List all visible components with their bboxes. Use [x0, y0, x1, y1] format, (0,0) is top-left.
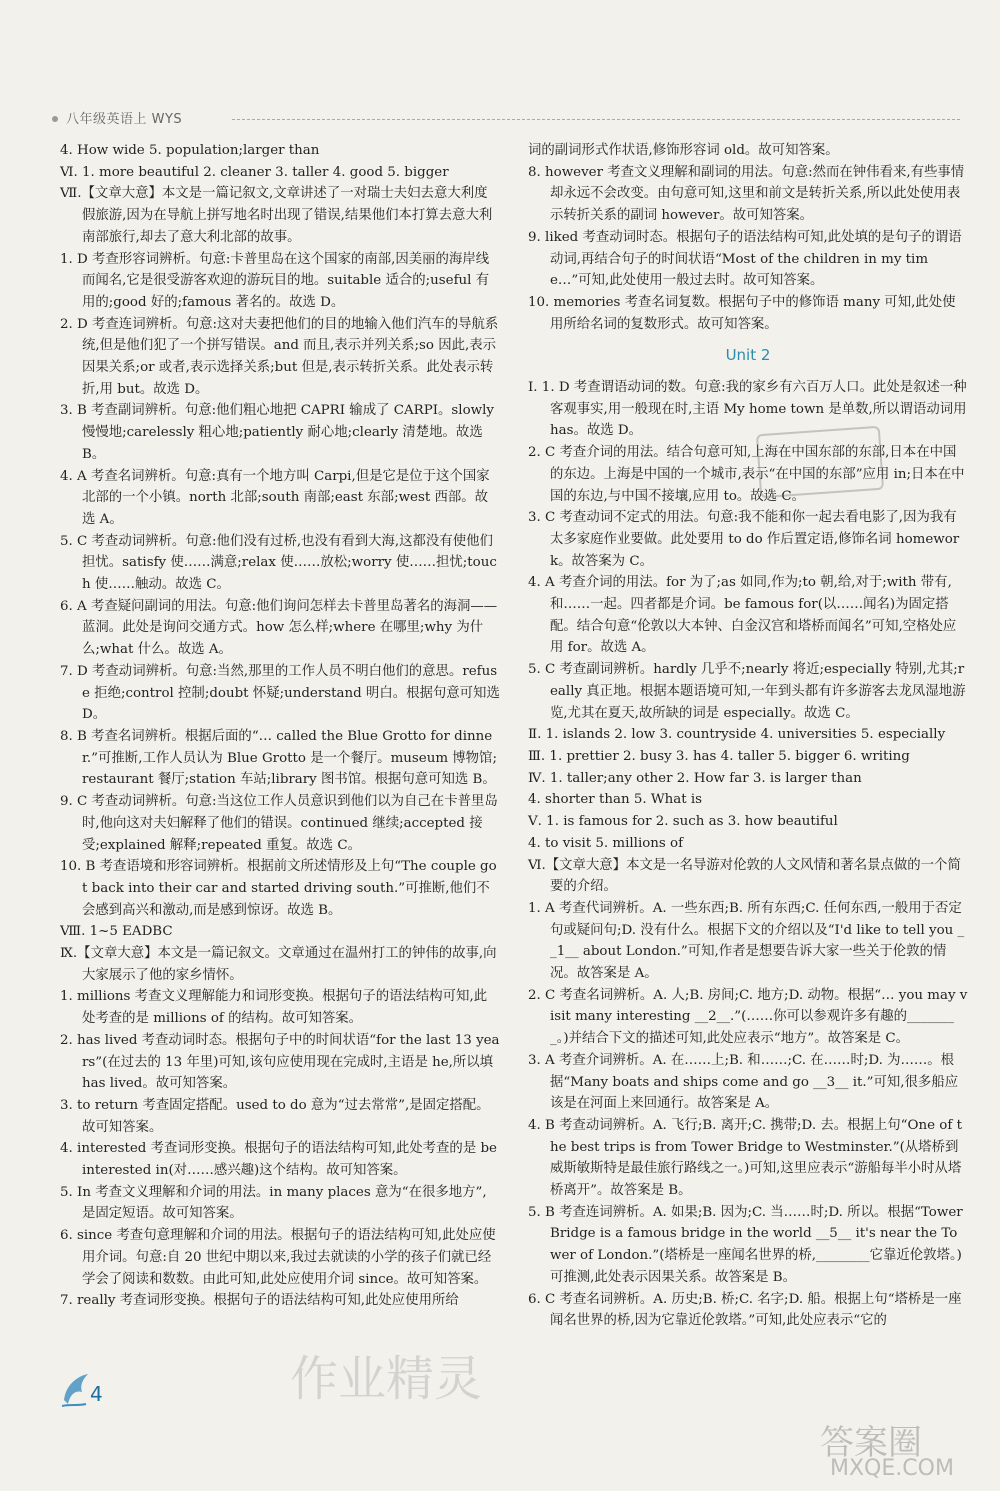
answer-paragraph: 5. C 考查副词辨析。hardly 几乎不;nearly 将近;especially 特别,尤其;really 真正地。根据本题语境可知,一年到头都有许多游客去龙凤湿地游览,尤其在夏天,故所缺的词是 especially。故选 C。 [528, 662, 966, 721]
answer-paragraph: 10. memories 考查名词复数。根据句子中的修饰语 many 可知,此处使用所给名词的复数形式。故可知答案。 [528, 294, 956, 332]
answer-paragraph: 2. C 考查名词辨析。A. 人;B. 房间;C. 地方;D. 动物。根据“… you may visit many interesting __2__.”(……你可以参观许多有趣的________。)并结合下文的描述可知,此处应表示“地方”。故答案是 C。 [528, 987, 968, 1047]
answer-paragraph: 4. How wide 5. population;larger than [60, 143, 320, 158]
answer-paragraph: 1. A 考查代词辨析。A. 一些东西;B. 所有东西;C. 任何东西,一般用于否定句或疑问句;D. 没有什么。根据下文的介绍以及“I'd like to tell you __1__ about London.”可知,作者是想要告诉大家一些关于伦敦的情况。故答案是 A。 [528, 900, 965, 982]
watermark-center: 作业精灵 [290, 1351, 483, 1407]
answer-paragraph: 4. A 考查名词辨析。句意:真有一个地方叫 Carpi,但是它是位于这个国家北部的一个小镇。north 北部;south 南部;east 东部;west 西部。故选 A。 [60, 468, 490, 527]
dolphin-logo-icon [60, 1370, 90, 1410]
answer-paragraph: Ⅳ. 1. taller;any other 2. How far 3. is larger than [528, 770, 862, 786]
answer-paragraph: 5. B 考查连词辨析。A. 如果;B. 因为;C. 当……时;D. 所以。根据“Tower Bridge is a famous bridge in the world __5__ it's near the Tower of London.”(塔桥是一座闻名世界的桥,________它靠近伦敦塔。)可推测,此处表示因果关系。故答案是 B。 [528, 1204, 963, 1285]
answer-paragraph: 9. liked 考查动词时态。根据句子的语法结构可知,此处填的是句子的谓语动词,再结合句子的时间状语“Most of the children in my time…”可知,此处使用一般过去时。故可知答案。 [528, 229, 962, 289]
right-column [528, 140, 968, 1332]
answer-paragraph: 8. B 考查名词辨析。根据后面的“… called the Blue Grotto for dinner.”可推断,工作人员认为 Blue Grotto 是一个餐厅。museum 博物馆;restaurant 餐厅;station 车站;library 图书馆。根据句意可知选 B。 [60, 728, 497, 788]
header-rule [232, 119, 960, 120]
unit-title: Unit 2 [725, 346, 771, 365]
right-column-top [528, 140, 968, 335]
answer-paragraph: 4. to visit 5. millions of [528, 835, 684, 851]
page-header [52, 108, 960, 130]
answer-paragraph: 6. C 考查名词辨析。A. 历史;B. 桥;C. 名字;D. 船。根据上句“塔桥是一座闻名世界的桥,因为它靠近伦敦塔。”可知,此处应表示“它的 [528, 1291, 962, 1329]
answer-paragraph: 1. millions 考查文义理解能力和词形变换。根据句子的语法结构可知,此处考查的是 millions of 的结构。故可知答案。 [60, 989, 488, 1027]
watermark-corner: 答案圈 [820, 1423, 922, 1463]
answer-paragraph: 7. really 考查词形变换。根据句子的语法结构可知,此处应使用所给 [60, 1293, 459, 1309]
answer-paragraph: 9. C 考查动词辨析。句意:当这位工作人员意识到他们以为自己在卡普里岛时,他向这对夫妇解释了他们的错误。continued 继续;accepted 接受;explained 解释;repeated 重复。故选 C。 [60, 794, 498, 853]
answer-paragraph: Ⅵ. 1. more beautiful 2. cleaner 3. taller 4. good 5. bigger [60, 164, 449, 180]
answer-paragraph: 词的副词形式作状语,修饰形容词 old。故可知答案。 [528, 143, 839, 158]
answer-paragraph: 8. however 考查文义理解和副词的用法。句意:然而在钟伟看来,有些事情却永远不会改变。由句意可知,这里和前文是转折关系,所以此处使用表示转折关系的副词 however。故可知答案。 [528, 164, 965, 224]
answer-paragraph: 5. C 考查动词辨析。句意:他们没有过桥,也没有看到大海,这都没有使他们担忧。satisfy 使……满意;relax 使……放松;worry 使……担忧;touch 使……触动。故选 C。 [60, 533, 497, 593]
page-number: 4 [90, 1382, 103, 1406]
answer-paragraph: Ⅴ. 1. is famous for 2. such as 3. how beautiful [528, 814, 838, 830]
answer-paragraph: Ⅸ.【文章大意】本文是一篇记叙文。文章通过在温州打工的钟伟的故事,向大家展示了他的家乡情怀。 [60, 946, 497, 983]
answer-paragraph: Ⅶ.【文章大意】本文是一篇记叙文,文章讲述了一对瑞士夫妇去意大利度假旅游,因为在导航上拼写地名时出现了错误,结果他们本打算去意大利南部旅行,却去了意大利北部的故事。 [60, 186, 493, 245]
watermark-url: MXQE.COM [830, 1456, 954, 1481]
answer-paragraph: Ⅱ. 1. islands 2. low 3. countryside 4. universities 5. especially [528, 727, 946, 743]
answer-paragraph: 3. to return 考查固定搭配。used to do 意为“过去常常”,是固定搭配。故可知答案。 [60, 1097, 490, 1135]
right-column-bottom [528, 377, 968, 1332]
answer-paragraph: 1. D 考查形容词辨析。句意:卡普里岛在这个国家的南部,因美丽的海岸线而闻名,它是很受游客欢迎的游玩目的地。suitable 适合的;useful 有用的;good 好的;famous 著名的。故选 D。 [60, 251, 490, 310]
answer-paragraph: Ⅰ. 1. D 考查谓语动词的数。句意:我的家乡有六百万人口。此处是叙述一种客观事实,用一般现在时,主语 My home town 是单数,所以谓语动词用 has。故选 D。 [528, 380, 967, 439]
stamp-icon [756, 426, 884, 498]
answer-paragraph: Ⅷ. 1~5 EADBC [60, 924, 173, 940]
left-column [60, 140, 500, 1312]
answer-paragraph: 2. C 考查介词的用法。结合句意可知,上海在中国东部的东部,日本在中国的东边。上海是中国的一个城市,表示“在中国的东部”应用 in;日本在中国的东边,与中国不接壤,应用 to。故选 C。 [528, 445, 965, 504]
answer-paragraph: 4. B 考查动词辨析。A. 飞行;B. 离开;C. 携带;D. 去。根据上句“One of the best trips is from Tower Bridge to Westminster.”(从塔桥到威斯敏斯特是最佳旅行路线之一。)可知,这里应表示“游船每半小时从塔桥离开”。故答案是 B。 [528, 1117, 962, 1199]
bullet-dot-icon [52, 116, 58, 122]
answer-paragraph: Ⅵ.【文章大意】本文是一名导游对伦敦的人文风情和著名景点做的一个简要的介绍。 [528, 857, 961, 895]
answer-paragraph: 3. B 考查副词辨析。句意:他们粗心地把 CAPRI 输成了 CARPI。slowly 慢慢地;carelessly 粗心地;patiently 耐心地;clearly 清楚地。故选 B。 [60, 403, 494, 462]
answer-paragraph: 6. since 考查句意理解和介词的用法。根据句子的语法结构可知,此处应使用介词。句意:自 20 世纪中期以来,我过去就读的小学的孩子们就已经学会了阅读和数数。由此可知,此处应使用介词 since。故可知答案。 [60, 1228, 496, 1287]
answer-paragraph: 2. D 考查连词辨析。句意:这对夫妻把他们的目的地输入他们汽车的导航系统,但是他们犯了一个拼写错误。and 而且,表示并列关系;so 因此,表示因果关系;or 或者,表示选择关系;but 但是,表示转折关系。此处表示转折,用 but。故选 D。 [60, 316, 499, 397]
answer-paragraph: 4. interested 考查词形变换。根据句子的语法结构可知,此处考查的是 be interested in(对……感兴趣)这个结构。故可知答案。 [60, 1141, 497, 1179]
answer-paragraph: Ⅲ. 1. prettier 2. busy 3. has 4. taller 5. bigger 6. writing [528, 748, 910, 764]
answer-paragraph: 5. In 考查文义理解和介词的用法。in many places 意为“在很多地方”,是固定短语。故可知答案。 [60, 1184, 487, 1222]
answer-paragraph: 2. has lived 考查动词时态。根据句子中的时间状语“for the last 13 years”(在过去的 13 年里)可知,该句应使用现在完成时,主语是 he,所以填 has lived。故可知答案。 [60, 1032, 500, 1092]
answer-paragraph: 3. C 考查动词不定式的用法。句意:我不能和你一起去看电影了,因为我有太多家庭作业要做。此处要用 to do 作后置定语,修饰名词 homework。故答案为 C。 [528, 510, 960, 569]
answer-paragraph: 10. B 考查语境和形容词辨析。根据前文所述情形及上句“The couple got back into their car and started driving south.”可推断,他们不会感到高兴和激动,而是感到惊讶。故选 B。 [60, 859, 497, 918]
header-title: 八年级英语上 WYS [66, 112, 183, 127]
answer-paragraph: 4. A 考查介词的用法。for 为了;as 如同,作为;to 朝,给,对于;with 带有,和……一起。四者都是介词。be famous for(以……闻名)为固定搭配。结合句意“伦敦以大本钟、白金汉宫和塔桥而闻名”可知,空格处应用 for。故选 A。 [528, 575, 957, 656]
answer-paragraph: 3. A 考查介词辨析。A. 在……上;B. 和……;C. 在……时;D. 为……。根据“Many boats and ships come and go __3__ it.”可知,很多船应该是在河面上来回通行。故答案是 A。 [528, 1052, 959, 1112]
answer-paragraph: 7. D 考查动词辨析。句意:当然,那里的工作人员不明白他们的意思。refuse 拒绝;control 控制;doubt 怀疑;understand 明白。根据句意可知选 D。 [60, 663, 500, 723]
answer-paragraph: 6. A 考查疑问副词的用法。句意:他们询问怎样去卡普里岛著名的海洞——蓝洞。此处是询问交通方式。how 怎么样;where 在哪里;why 为什么;what 什么。故选 A。 [60, 598, 498, 658]
answer-paragraph: 4. shorter than 5. What is [528, 792, 703, 808]
